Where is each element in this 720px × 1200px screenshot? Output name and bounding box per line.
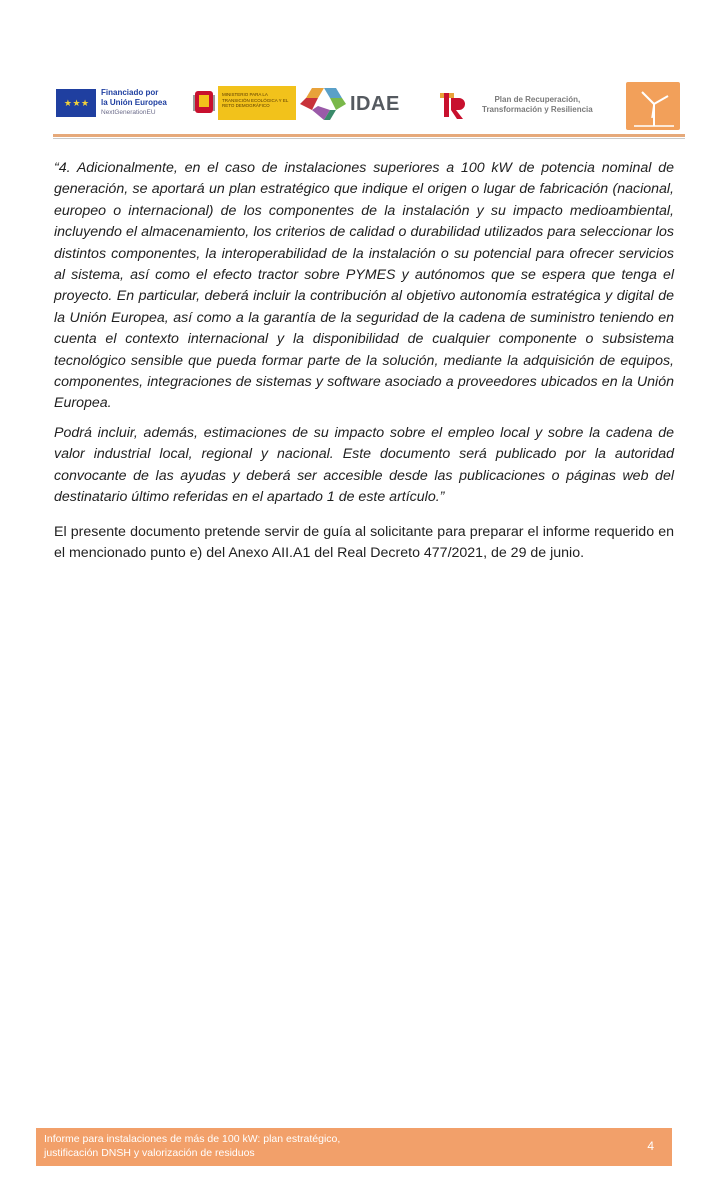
idae-wordmark: IDAE bbox=[350, 92, 400, 115]
recovery-plan-logo bbox=[438, 88, 593, 122]
eu-line1: Financiado por bbox=[101, 88, 159, 97]
header-divider bbox=[53, 134, 685, 137]
plan-line1: Plan de Recuperación, bbox=[494, 95, 581, 104]
intro-section bbox=[54, 522, 674, 565]
plan-line2: Transformación y Resiliencia bbox=[482, 105, 593, 114]
quote-paragraph-2: Podrá incluir, además, estimaciones de su impacto sobre el empleo local y sobre la cadena de valor industrial local, regional y nacional. Este documento será publicado por la autoridad convocante de las ayudas y deberá ser accesible desde las publicaciones o páginas web del destinatario último referidas en el apartado 1 de este artículo.” bbox=[54, 424, 674, 506]
windmill-icon bbox=[626, 82, 680, 130]
page-number: 4 bbox=[647, 1139, 654, 1153]
eu-line2: la Unión Europea bbox=[101, 98, 167, 107]
tr-mark-icon bbox=[438, 90, 468, 120]
footer-line1: Informe para instalaciones de más de 100 kW: plan estratégico, bbox=[44, 1133, 341, 1145]
idae-logo bbox=[300, 84, 400, 124]
ministry-name: MINISTERIO PARA LA TRANSICIÓN ECOLÓGICA Y EL RETO DEMOGRÁFICO bbox=[218, 86, 296, 120]
ministry-logo bbox=[190, 86, 296, 120]
footer-line2: justificación DNSH y valorización de residuos bbox=[44, 1147, 255, 1159]
intro-paragraph: El presente documento pretende servir de guía al solicitante para preparar el informe requerido en el mencionado punto e) del Anexo AII.A1 del Real Decreto 477/2021, de 29 de junio. bbox=[54, 524, 674, 562]
eu-funding-logo bbox=[56, 88, 167, 118]
quote-paragraph-1: “4. Adicionalmente, en el caso de instalaciones superiores a 100 kW de potencia nominal de generación, se aportará un plan estratégico que indique el origen o lugar de fabricación (nacional, europeo o internacional) de los componentes de la instalación y su impacto medioambiental, incluyendo el almacenamiento, los criterios de calidad o durabilidad utilizados para seleccionar los distintos componentes, la interoperabilidad de la instalación o su potencial para ofrecer servicios al sistema, así como el efecto tractor sobre PYMES y autónomos que se espera que tenga el proyecto. En particular, deberá incluir la contribución al objetivo autonomía estratégica y digital de la Unión Europea, así como a la garantía de la seguridad de la cadena de suministro teniendo en cuenta el contexto internacional y la disponibilidad de cualquier componente o subsistema tecnológico sensible que pueda formar parte de la solución, mediante la adquisición de equipos, componentes, integraciones de sistemas y software asociado a proveedores ubicados en la Unión Europea. bbox=[54, 160, 674, 412]
spain-shield-icon bbox=[190, 86, 218, 120]
eu-flag-icon: ★ ★ ★ bbox=[56, 89, 96, 117]
eu-line3: NextGenerationEU bbox=[101, 109, 156, 116]
idae-mark-icon bbox=[300, 86, 346, 122]
page-footer bbox=[36, 1128, 672, 1166]
footer-title bbox=[44, 1132, 604, 1160]
windmill-logo bbox=[626, 82, 680, 130]
page-header bbox=[0, 0, 720, 140]
header-divider-thin bbox=[53, 138, 685, 139]
legal-quote bbox=[54, 158, 674, 517]
